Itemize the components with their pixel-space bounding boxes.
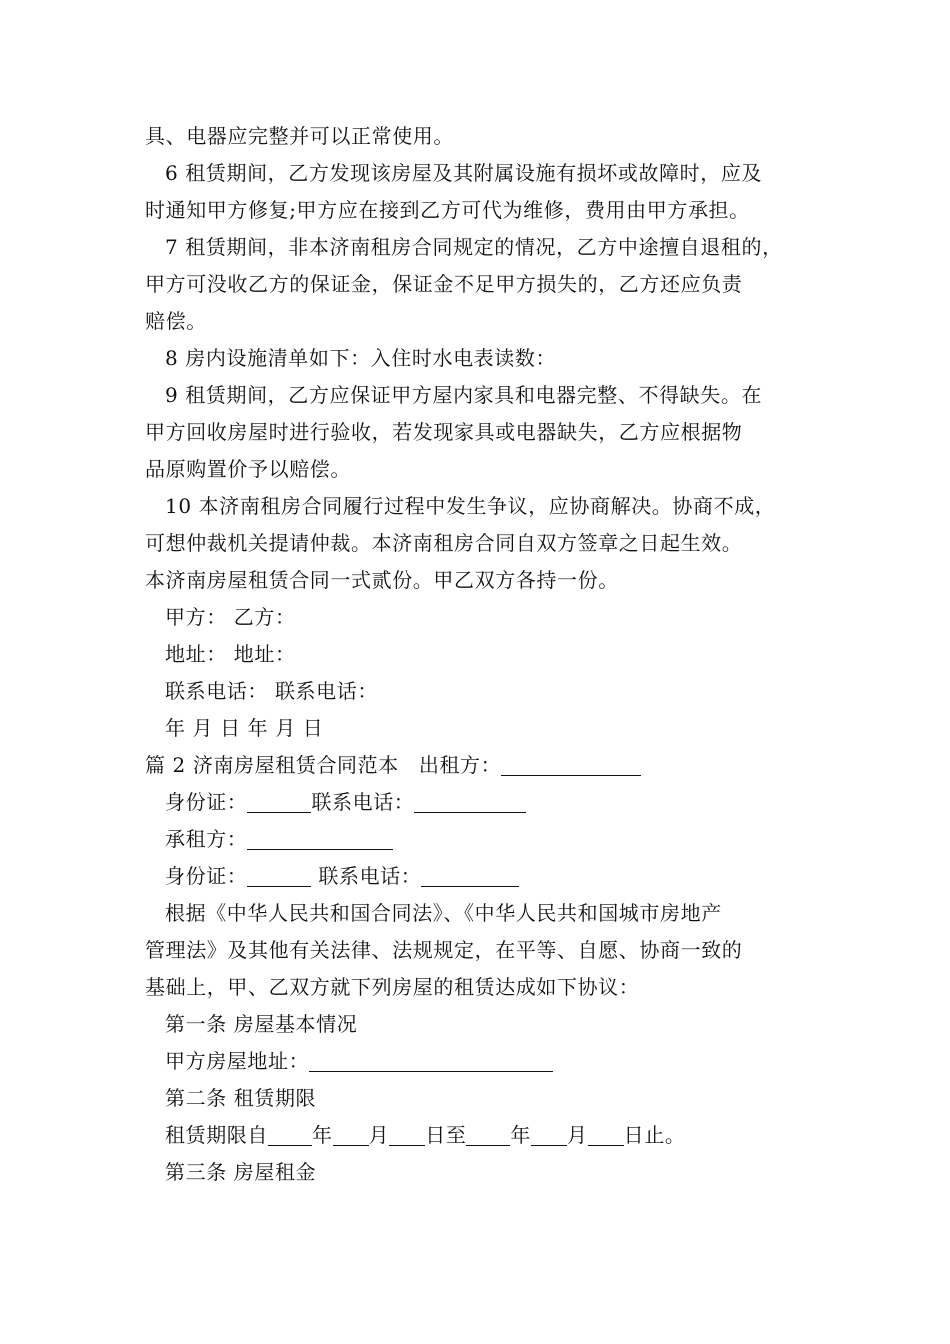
month-label: 月 <box>368 1123 390 1147</box>
day-to-label: 日至 <box>425 1123 467 1147</box>
preamble-line-1: 根据《中华人民共和国合同法》、《中华人民共和国城市房地产 <box>165 901 722 925</box>
address-label: 甲方房屋地址： <box>165 1049 310 1073</box>
clause-10-line-3: 本济南房屋租赁合同一式贰份。甲乙双方各持一份。 <box>145 568 619 592</box>
address-row <box>145 1043 835 1080</box>
year-label: 年 <box>312 1123 333 1147</box>
phone-label: 联系电话： <box>311 790 415 814</box>
clause-3-title: 第三条 房屋租金 <box>165 1160 317 1184</box>
lessee-phone-blank <box>421 862 519 887</box>
year-label-2: 年 <box>510 1123 532 1147</box>
lessee-id-row <box>145 858 835 895</box>
article-2-title: 篇 2 济南房屋租赁合同范本 <box>145 753 399 777</box>
signature-date: 年 月 日 年 月 日 <box>165 716 324 740</box>
id-label-2: 身份证： <box>165 864 248 888</box>
clause-7-line-1: 7 租赁期间，非本济南租房合同规定的情况，乙方中途擅自退租的， <box>165 235 783 259</box>
lessee-row <box>145 821 835 858</box>
signature-parties: 甲方： 乙方： <box>165 605 296 629</box>
lessee-id-blank <box>247 862 311 887</box>
lessor-phone-blank <box>414 788 526 813</box>
clause-10-line-1: 10 本济南租房合同履行过程中发生争议，应协商解决。协商不成， <box>165 494 776 518</box>
signature-phone: 联系电话： 联系电话： <box>165 679 378 703</box>
lessor-id-blank <box>247 788 311 813</box>
id-label: 身份证： <box>165 790 248 814</box>
document-body <box>145 118 835 1191</box>
term-row <box>145 1117 835 1154</box>
clause-1-title: 第一条 房屋基本情况 <box>165 1012 358 1036</box>
address-blank <box>309 1047 553 1072</box>
clause-10-line-2: 可想仲裁机关提请仲裁。本济南租房合同自双方签章之日起生效。 <box>145 531 743 555</box>
clause-9-line-2: 甲方回收房屋时进行验收，若发现家具或电器缺失，乙方应根据物 <box>145 420 743 444</box>
lessee-blank <box>247 825 393 850</box>
end-day-blank <box>588 1121 624 1146</box>
clause-6-line-2: 时通知甲方修复;甲方应在接到乙方可代为维修，费用由甲方承担。 <box>145 198 750 222</box>
clause-8-line: 8 房内设施清单如下：入住时水电表读数： <box>165 346 557 370</box>
clause-7-line-2: 甲方可没收乙方的保证金，保证金不足甲方损失的，乙方还应负责 <box>145 272 743 296</box>
lessee-label: 承租方： <box>165 827 248 851</box>
start-month-blank <box>333 1121 369 1146</box>
start-day-blank <box>389 1121 425 1146</box>
article-2-header <box>145 747 835 784</box>
start-year-blank <box>268 1121 312 1146</box>
lessor-id-row <box>145 784 835 821</box>
term-prefix: 租赁期限自 <box>165 1123 268 1147</box>
clause-9-line-1: 9 租赁期间，乙方应保证甲方屋内家具和电器完整、不得缺失。在 <box>165 383 763 407</box>
lessor-blank <box>501 751 641 776</box>
preamble-line-3: 基础上，甲、乙双方就下列房屋的租赁达成如下协议： <box>145 975 640 999</box>
clause-9-line-3: 品原购置价予以赔偿。 <box>145 457 351 481</box>
end-year-blank <box>466 1121 510 1146</box>
preamble-line-2: 管理法》及其他有关法律、法规规定，在平等、自愿、协商一致的 <box>145 938 743 962</box>
lessor-label: 出租方： <box>418 753 502 777</box>
clause-2-title: 第二条 租赁期限 <box>165 1086 317 1110</box>
day-end-label: 日止。 <box>623 1123 686 1147</box>
signature-address: 地址： 地址： <box>165 642 296 666</box>
clause-6-line-1: 6 租赁期间，乙方发现该房屋及其附属设施有损坏或故障时，应及 <box>165 161 763 185</box>
clause-7-line-3: 赔偿。 <box>145 309 207 333</box>
text-line: 具、电器应完整并可以正常使用。 <box>145 124 454 148</box>
month-label-2: 月 <box>567 1123 588 1147</box>
end-month-blank <box>531 1121 567 1146</box>
phone-label-2: 联系电话： <box>318 864 422 888</box>
